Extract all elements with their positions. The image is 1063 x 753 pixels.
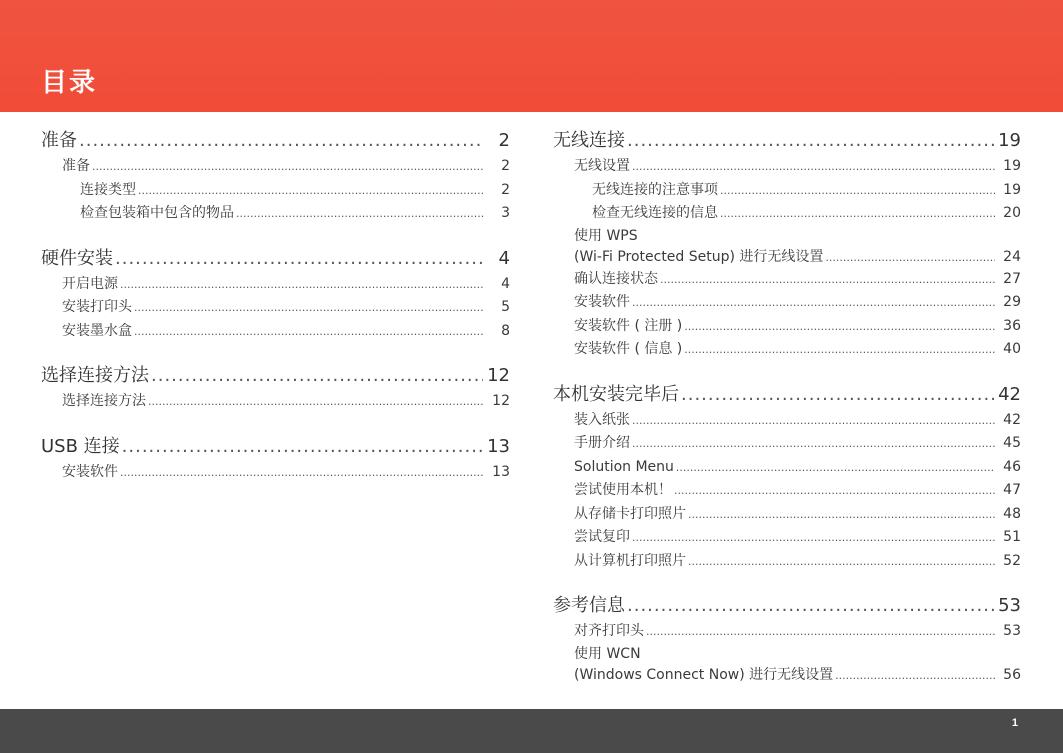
toc-chapter-entry[interactable] (553, 381, 1021, 409)
toc-right-column (553, 127, 1021, 705)
toc-entry-title: 无线设置 (574, 158, 630, 174)
dot-leader (684, 338, 995, 362)
dot-leader (627, 592, 994, 620)
dot-leader (681, 381, 994, 409)
dot-leader (676, 456, 995, 480)
toc-entry-title: 手册介绍 (574, 435, 630, 451)
toc-chapter-entry[interactable] (41, 362, 510, 390)
toc-entry-title: 准备 (62, 158, 90, 174)
dot-leader (151, 362, 483, 390)
toc-section (41, 127, 510, 226)
dot-leader (646, 620, 995, 644)
toc-entry-title: 安装墨水盒 (62, 322, 132, 339)
toc-entry-title: 检查无线连接的信息 (592, 205, 718, 221)
dot-leader (684, 315, 995, 339)
toc-entry-title: 安装软件 ( 信息 ) (574, 341, 683, 357)
toc-entry-title: 准备 (41, 130, 77, 151)
toc-subentry[interactable] (41, 155, 510, 179)
toc-entry-page: 19 (1003, 158, 1021, 174)
toc-chapter-entry[interactable] (41, 433, 510, 461)
toc-entry-title: 确认连接状态 (574, 270, 658, 287)
dot-leader (632, 155, 995, 179)
toc-entry-page: 52 (1003, 552, 1021, 569)
toc-entry-page: 42 (998, 383, 1021, 405)
toc-section (41, 433, 510, 485)
toc-subentry[interactable] (553, 338, 1021, 362)
toc-entry-page: 8 (501, 322, 510, 339)
toc-entry-page: 19 (998, 130, 1021, 151)
toc-entry-title: 选择连接方法 (62, 393, 146, 409)
toc-entry-title: 开启电源 (62, 275, 118, 292)
toc-entry-title: 安装软件 (574, 294, 630, 310)
dot-leader (632, 526, 995, 550)
toc-chapter-entry[interactable] (553, 127, 1021, 155)
toc-subentry[interactable] (553, 315, 1021, 339)
footer-bar (0, 709, 1063, 753)
toc-entry-page: 40 (1003, 341, 1021, 357)
toc-entry-title: 无线连接 (553, 130, 625, 151)
toc-entry-title: (Wi-Fi Protected Setup) 进行无线设置 (574, 248, 824, 265)
toc-entry-title: 尝试使用本机！ (574, 482, 672, 498)
toc-entry-title: 尝试复印 (574, 529, 630, 545)
toc-entry-page: 29 (1003, 294, 1021, 310)
dot-leader (660, 268, 995, 292)
toc-entry-page: 47 (1003, 482, 1021, 498)
toc-entry-page: 24 (1003, 248, 1021, 265)
toc-entry-page: 13 (487, 435, 510, 457)
toc-entry-page: 48 (1003, 505, 1021, 522)
dot-leader (720, 179, 995, 203)
toc-entry-title: Solution Menu (574, 458, 674, 475)
dot-leader (122, 433, 483, 461)
toc-entry-page: 19 (1003, 181, 1021, 198)
toc-entry-first-line: 使用 WPS (574, 227, 638, 244)
dot-leader (674, 479, 995, 503)
toc-entry-title: USB 连接 (41, 435, 120, 457)
toc-subsubentry[interactable] (553, 179, 1021, 203)
toc-entry-title: 装入纸张 (574, 411, 630, 428)
toc-subentry[interactable] (553, 409, 1021, 433)
dot-leader (120, 273, 484, 297)
page-number: 1 (1011, 717, 1018, 729)
toc-entry-page: 4 (501, 275, 510, 292)
toc-section (553, 127, 1021, 362)
header-bar (0, 0, 1063, 112)
toc-entry-title: 硬件安装 (41, 247, 113, 269)
toc-subentry[interactable] (553, 291, 1021, 315)
toc-subentry[interactable] (553, 246, 1021, 268)
dot-leader (627, 127, 994, 155)
toc-entry-page: 53 (998, 595, 1021, 616)
dot-leader (92, 155, 484, 179)
toc-subentry[interactable] (553, 479, 1021, 503)
toc-subentry[interactable] (41, 461, 510, 485)
toc-entry-title: (Windows Connect Now) 进行无线设置 (574, 666, 834, 683)
toc-subentry[interactable] (553, 456, 1021, 480)
dot-leader (138, 179, 484, 203)
dot-leader (115, 245, 484, 273)
toc-entry-page: 36 (1003, 317, 1021, 334)
toc-entry-title: 连接类型 (80, 181, 136, 198)
toc-subsubentry[interactable] (41, 202, 510, 226)
toc-entry-title: 选择连接方法 (41, 365, 149, 386)
dot-leader (632, 409, 995, 433)
toc-subsubentry[interactable] (41, 179, 510, 203)
toc-subentry[interactable] (41, 296, 510, 320)
toc-entry-first-line: 使用 WCN (574, 645, 641, 662)
toc-entry-page: 3 (501, 205, 510, 221)
toc-entry-page: 42 (1003, 411, 1021, 428)
dot-leader (134, 296, 484, 320)
toc-entry-title: 从计算机打印照片 (574, 552, 686, 569)
dot-leader (835, 665, 995, 687)
toc-entry-page: 56 (1003, 666, 1021, 683)
toc-subentry[interactable] (553, 620, 1021, 644)
toc-section (553, 592, 1021, 686)
toc-chapter-entry[interactable] (41, 245, 510, 273)
dot-leader (120, 461, 484, 485)
dot-leader (632, 432, 995, 456)
toc-entry-page: 5 (501, 299, 510, 315)
toc-entry-page: 46 (1003, 458, 1021, 475)
toc-entry-page: 13 (492, 463, 510, 480)
toc-entry-page: 12 (487, 365, 510, 386)
toc-entry-title: 安装打印头 (62, 299, 132, 315)
toc-entry-title: 无线连接的注意事项 (592, 181, 718, 198)
dot-leader (236, 202, 484, 226)
toc-subentry[interactable] (41, 273, 510, 297)
toc-left-column (41, 127, 510, 503)
toc-section (41, 362, 510, 414)
toc-section (553, 381, 1021, 574)
toc-entry-title: 本机安装完毕后 (553, 383, 679, 405)
toc-entry-page: 12 (492, 393, 510, 409)
toc-entry-title: 安装软件 (62, 463, 118, 480)
toc-chapter-entry[interactable] (553, 592, 1021, 620)
dot-leader (825, 247, 995, 269)
dot-leader (134, 320, 484, 344)
toc-entry-title: 安装软件 ( 注册 ) (574, 317, 683, 334)
toc-subentry[interactable] (553, 432, 1021, 456)
toc-entry-page: 2 (498, 130, 510, 151)
toc-entry-title: 对齐打印头 (574, 623, 644, 639)
toc-entry-page: 4 (498, 247, 510, 269)
toc-chapter-entry[interactable] (41, 127, 510, 155)
toc-subentry[interactable] (553, 664, 1021, 686)
toc-entry-title: 检查包装箱中包含的物品 (80, 205, 234, 221)
toc-subentry[interactable] (41, 320, 510, 344)
toc-entry-page: 2 (501, 181, 510, 198)
toc-entry-page: 2 (501, 158, 510, 174)
toc-entry-title: 从存储卡打印照片 (574, 505, 686, 522)
toc-subentry[interactable] (553, 526, 1021, 550)
toc-subentry[interactable] (553, 503, 1021, 527)
toc-entry-page: 20 (1003, 205, 1021, 221)
toc-subentry[interactable] (41, 390, 510, 414)
toc-entry-page: 45 (1003, 435, 1021, 451)
page-title: 目录 (41, 68, 98, 98)
toc-section (41, 245, 510, 344)
dot-leader (148, 390, 484, 414)
toc-entry-page: 27 (1003, 270, 1021, 287)
dot-leader (720, 202, 995, 226)
dot-leader (79, 127, 484, 155)
toc-entry-page: 51 (1003, 529, 1021, 545)
toc-subentry[interactable] (553, 550, 1021, 574)
dot-leader (688, 550, 995, 574)
toc-subentry[interactable] (553, 268, 1021, 292)
toc-subentry[interactable] (553, 155, 1021, 179)
dot-leader (632, 291, 995, 315)
dot-leader (688, 503, 995, 527)
toc-entry-title: 参考信息 (553, 595, 625, 616)
toc-entry-page: 53 (1003, 623, 1021, 639)
toc-subsubentry[interactable] (553, 202, 1021, 226)
